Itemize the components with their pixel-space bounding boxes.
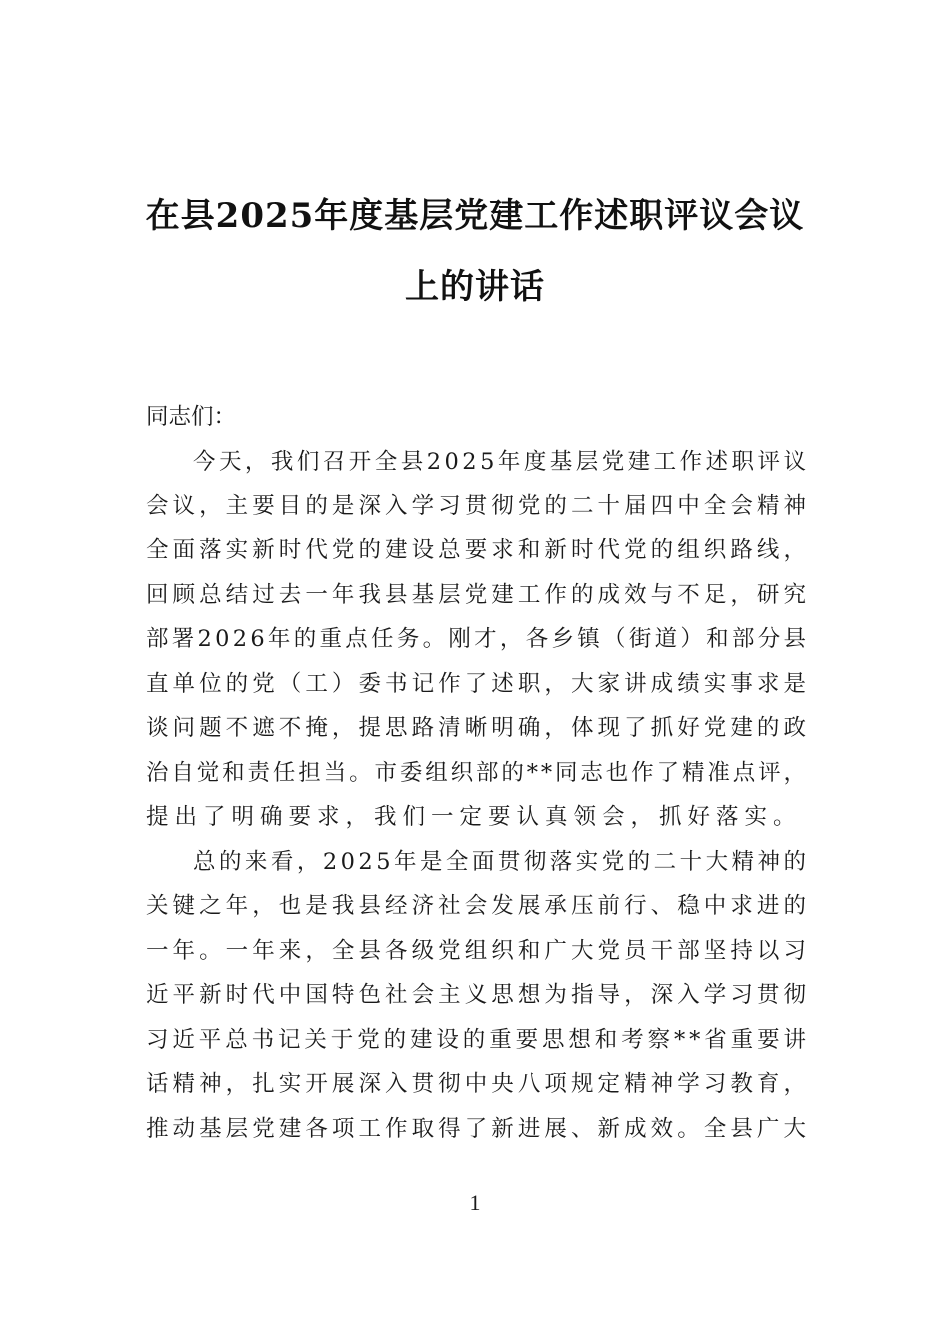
paragraph-line: 直单位的党（工）委书记作了述职，大家讲成绩实事求是 xyxy=(146,671,811,697)
paragraph-line: 今天，我们召开全县2025年度基层党建工作述职评议 xyxy=(193,449,810,475)
paragraph-line: 全面落实新时代党的建设总要求和新时代党的组织路线， xyxy=(146,537,811,563)
title-line-2: 上的讲话 xyxy=(405,267,545,307)
paragraph-line: 回顾总结过去一年我县基层党建工作的成效与不足，研究 xyxy=(146,582,811,608)
page-number: 1 xyxy=(469,1190,481,1215)
title-line-1: 在县2025年度基层党建工作述职评议会议 xyxy=(145,196,805,236)
paragraph-line: 推动基层党建各项工作取得了新进展、新成效。全县广大 xyxy=(146,1116,811,1142)
paragraph-line: 会议，主要目的是深入学习贯彻党的二十届四中全会精神 xyxy=(146,493,811,519)
paragraph-line: 部署2026年的重点任务。刚才，各乡镇（街道）和部分县 xyxy=(146,626,810,652)
paragraph-line: 谈问题不遮不掩，提思路清晰明确，体现了抓好党建的政 xyxy=(146,715,811,741)
paragraph-line: 一年。一年来，全县各级党组织和广大党员干部坚持以习 xyxy=(146,938,811,964)
paragraph-line: 总的来看，2025年是全面贯彻落实党的二十大精神的 xyxy=(193,849,810,875)
salutation: 同志们： xyxy=(146,404,237,430)
paragraph-line: 治自觉和责任担当。市委组织部的**同志也作了精准点评， xyxy=(146,760,809,786)
paragraph-line: 关键之年，也是我县经济社会发展承压前行、稳中求进的 xyxy=(146,893,811,919)
paragraph-line: 提出了明确要求，我们一定要认真领会，抓好落实。 xyxy=(146,804,802,830)
paragraph-line: 习近平总书记关于党的建设的重要思想和考察**省重要讲 xyxy=(146,1027,810,1053)
paragraph-line: 近平新时代中国特色社会主义思想为指导，深入学习贯彻 xyxy=(146,982,811,1008)
paragraph-line: 话精神，扎实开展深入贯彻中央八项规定精神学习教育， xyxy=(146,1071,811,1097)
